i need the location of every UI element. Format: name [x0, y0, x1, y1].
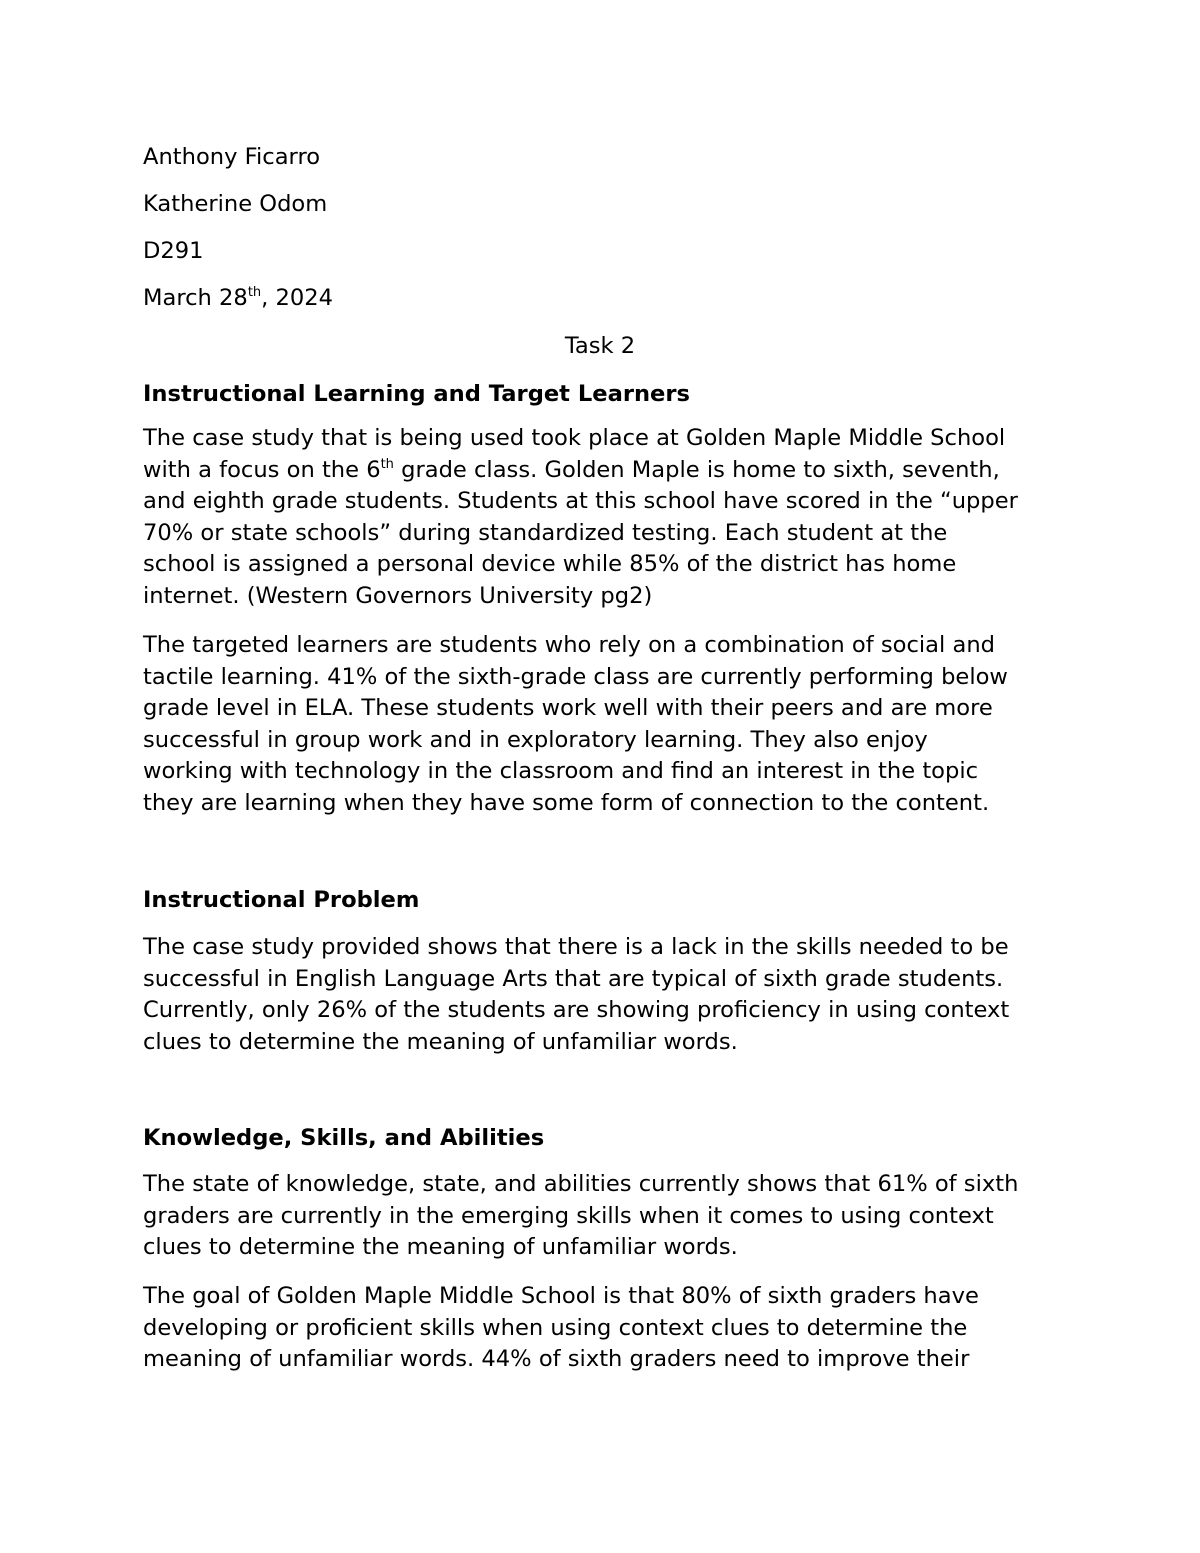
text-line: successful in English Language Arts that are typical of sixth grade students.: [143, 965, 1004, 992]
section-heading-learners: Instructional Learning and Target Learners: [143, 381, 690, 407]
text-segment: grade class. Golden Maple is home to sixth, seventh,: [393, 456, 1000, 483]
text-line: Currently, only 26% of the students are showing proficiency in using context: [143, 997, 1010, 1023]
text-line: The case study provided shows that there is a lack in the skills needed to be: [143, 934, 1009, 960]
text-line: The state of knowledge, state, and abilities currently shows that 61% of sixth: [143, 1171, 1019, 1197]
paragraph-problem: [143, 932, 1073, 1058]
ordinal-suffix: th: [380, 456, 394, 472]
instructor-name: Katherine Odom: [143, 191, 328, 217]
date-ordinal-suffix: th: [247, 285, 262, 300]
author-name: Anthony Ficarro: [143, 144, 321, 170]
text-segment: with a focus on the 6: [143, 456, 381, 483]
text-line: internet. (Western Governors University pg2): [143, 582, 653, 609]
paragraph-ksa-goal: [143, 1281, 1073, 1376]
text-line: graders are currently in the emerging skills when it comes to using context: [143, 1202, 994, 1229]
paragraph-case-study: [143, 423, 1073, 612]
text-line: working with technology in the classroom and find an interest in the topic: [143, 758, 979, 784]
date-suffix: , 2024: [261, 285, 334, 311]
text-line: clues to determine the meaning of unfamiliar words.: [143, 1028, 738, 1055]
text-line: tactile learning. 41% of the sixth-grade class are currently performing below: [143, 663, 1008, 690]
text-line: developing or proficient skills when using context clues to determine the: [143, 1314, 968, 1341]
text-line: The targeted learners are students who rely on a combination of social and: [143, 632, 995, 658]
section-heading-problem: Instructional Problem: [143, 887, 420, 913]
text-line: The case study that is being used took place at Golden Maple Middle School: [143, 425, 1006, 451]
text-line: and eighth grade students. Students at this school have scored in the “upper: [143, 488, 1018, 514]
document-title: Task 2: [564, 333, 636, 359]
text-line: The goal of Golden Maple Middle School is that 80% of sixth graders have: [143, 1283, 979, 1309]
text-line: grade level in ELA. These students work well with their peers and are more: [143, 695, 993, 721]
text-line: school is assigned a personal device while 85% of the district has home: [143, 551, 957, 577]
date-prefix: March 28: [143, 285, 248, 311]
paragraph-target-learners: [143, 630, 1073, 819]
text-line: successful in group work and in exploratory learning. They also enjoy: [143, 726, 928, 753]
section-heading-ksa: Knowledge, Skills, and Abilities: [143, 1125, 545, 1151]
text-line: [143, 455, 1073, 487]
text-line: 70% or state schools” during standardized testing. Each student at the: [143, 519, 948, 546]
text-line: meaning of unfamiliar words. 44% of sixth graders need to improve their: [143, 1346, 970, 1372]
document-date: [143, 287, 333, 310]
paragraph-ksa-state: [143, 1169, 1073, 1264]
text-line: they are learning when they have some form of connection to the content.: [143, 789, 990, 816]
text-line: clues to determine the meaning of unfamiliar words.: [143, 1234, 738, 1260]
course-code: D291: [143, 238, 204, 264]
